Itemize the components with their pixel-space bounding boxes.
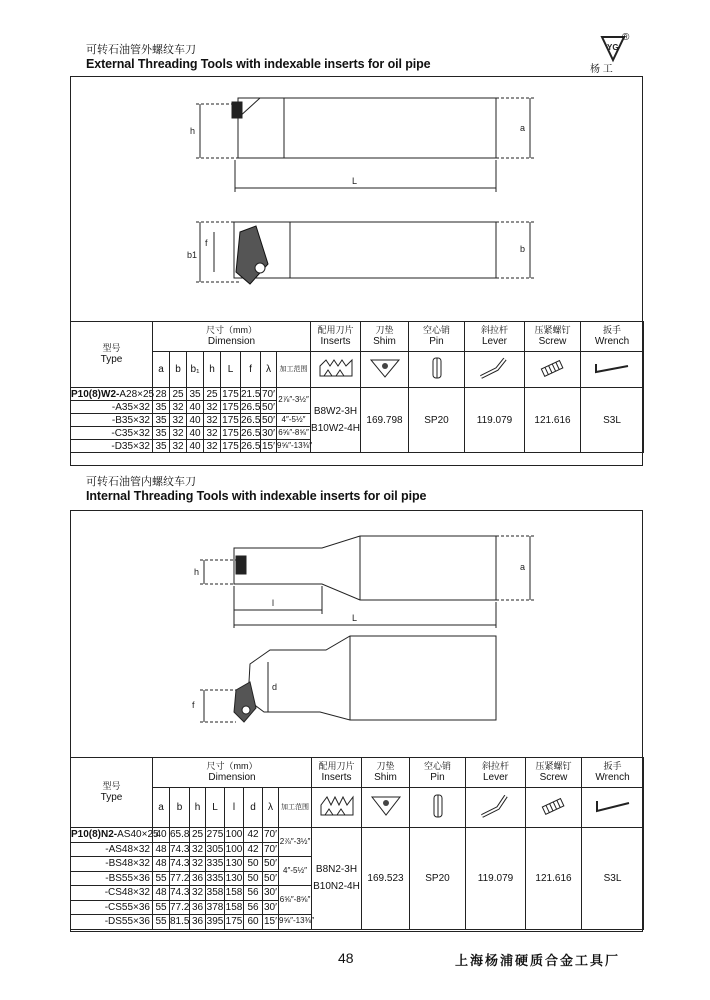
wrench-icon — [582, 788, 644, 828]
lever-icon — [466, 788, 526, 828]
col-L: L — [206, 788, 225, 828]
hdr-lever: 斜拉杆 Lever — [465, 322, 525, 352]
internal-title-en: Internal Threading Tools with indexable inserts for oil pipe — [86, 489, 427, 503]
hdr-screw: 压紧螺钉 Screw — [525, 322, 581, 352]
screw-icon — [526, 788, 582, 828]
lever-cell: 119.079 — [466, 828, 526, 930]
col-range: 加工范围 — [277, 352, 311, 388]
pin-cell: SP20 — [410, 828, 466, 930]
wrench-cell: S3L — [582, 828, 644, 930]
hdr-type: 型号 Type — [71, 758, 153, 828]
lever-cell: 119.079 — [465, 388, 525, 453]
dim-label-f: f — [192, 700, 195, 710]
table-row: -DS55×36 55 81.5 36 395 175 60 15′ 9⅝″-13⅜″ — [71, 915, 644, 930]
col-b1: b₁ — [187, 352, 204, 388]
hdr-dimension: 尺寸（mm） Dimension — [153, 322, 311, 352]
screw-cell: 121.616 — [526, 828, 582, 930]
external-title-en: External Threading Tools with indexable inserts for oil pipe — [86, 57, 431, 71]
col-lambda: λ — [263, 788, 279, 828]
col-b: b — [170, 788, 190, 828]
dim-label-a: a — [520, 562, 526, 572]
dim-label-f: f — [205, 238, 208, 248]
hdr-type: 型号 Type — [71, 322, 153, 388]
table-row: -AS48×32 48 74.3 32 305 100 42 70′ — [71, 842, 644, 857]
table-row: -BS48×32 48 74.3 32 335 130 50 50′ 4″-5½″ — [71, 857, 644, 872]
page-number: 48 — [338, 950, 354, 966]
col-a: a — [153, 352, 170, 388]
table-row: P10(8)N2-AS40×25 40 65.8 25 275 100 42 70′ 2⅞″-3½″ B8N2-3H B10N2-4H 169.523 SP20 119.079 121.616 S3L — [71, 828, 644, 843]
col-L: L — [221, 352, 241, 388]
table-row: -BS55×36 55 77.2 36 335 130 50 50′ — [71, 871, 644, 886]
hdr-pin: 空心销 Pin — [410, 758, 466, 788]
range-cell: 2⅞″-3½″ — [277, 388, 311, 414]
table-row: -CS55×36 55 77.2 36 378 158 56 30′ — [71, 900, 644, 915]
col-a: a — [153, 788, 170, 828]
col-l: l — [225, 788, 244, 828]
dim-label-l: l — [272, 598, 274, 608]
range-cell: 6⅝″-8⅝″ — [277, 427, 311, 440]
hdr-shim: 刀垫 Shim — [362, 758, 410, 788]
table-row: P10(8)W2-A28×25 28 25 35 25 175 21.5 70′ 2⅞″-3½″ B8W2-3H B10W2-4H 169.798 SP20 119.079 121.616 S3L — [71, 388, 644, 401]
hdr-dimension: 尺寸（mm） Dimension — [153, 758, 312, 788]
wrench-cell: S3L — [581, 388, 644, 453]
range-cell: 6⅝″-8⅝″ — [279, 886, 312, 915]
shim-icon — [362, 788, 410, 828]
internal-spec-table — [70, 757, 644, 930]
range-cell: 2⅞″-3½″ — [279, 828, 312, 857]
col-range: 加工范围 — [279, 788, 312, 828]
dim-label-h: h — [190, 126, 196, 136]
hdr-inserts: 配用刀片 Inserts — [311, 322, 361, 352]
dim-label-d: d — [272, 682, 278, 692]
shim-cell: 169.798 — [361, 388, 409, 453]
range-cell: 9⅝″-13⅜″ — [279, 915, 312, 930]
inserts-icon — [312, 788, 362, 828]
external-title-cn: 可转石油管外螺纹车刀 — [86, 44, 196, 56]
brand-name-cn: 杨 工 — [590, 64, 613, 75]
range-cell: 4″-5½″ — [279, 857, 312, 886]
hdr-wrench: 扳手 Wrench — [582, 758, 644, 788]
hdr-inserts: 配用刀片 Inserts — [312, 758, 362, 788]
dim-label-a: a — [520, 123, 526, 133]
table-row: -C35×32 35 32 40 32 175 26.5 30′ 6⅝″-8⅝″ — [71, 427, 644, 440]
dim-label-L: L — [352, 176, 358, 186]
logo-text: YG — [607, 43, 619, 52]
shim-cell: 169.523 — [362, 828, 410, 930]
dim-label-b1: b1 — [187, 250, 198, 260]
range-cell: 4″-5½″ — [277, 414, 311, 427]
dim-label-L: L — [352, 613, 358, 623]
screw-cell: 121.616 — [525, 388, 581, 453]
range-cell: 9⅝″-13⅜″ — [277, 440, 311, 453]
col-h: h — [204, 352, 221, 388]
col-d: d — [244, 788, 263, 828]
col-h: h — [190, 788, 206, 828]
col-lambda: λ — [261, 352, 277, 388]
table-row: -CS48×32 48 74.3 32 358 158 56 30′ 6⅝″-8⅝″ — [71, 886, 644, 901]
hdr-shim: 刀垫 Shim — [361, 322, 409, 352]
company-name-cn: 上海杨浦硬质合金工具厂 — [455, 954, 621, 969]
table-row: -A35×32 35 32 40 32 175 26.5 50′ — [71, 401, 644, 414]
inserts-cell: B8W2-3H B10W2-4H — [311, 388, 361, 453]
internal-title-cn: 可转石油管内螺纹车刀 — [86, 476, 196, 488]
col-b: b — [170, 352, 187, 388]
dim-label-b: b — [520, 244, 526, 254]
hdr-screw: 压紧螺钉 Screw — [526, 758, 582, 788]
table-row: -B35×32 35 32 40 32 175 26.5 50′ 4″-5½″ — [71, 414, 644, 427]
hdr-wrench: 扳手 Wrench — [581, 322, 644, 352]
inserts-cell: B8N2-3H B10N2-4H — [312, 828, 362, 930]
hdr-lever: 斜拉杆 Lever — [466, 758, 526, 788]
col-f: f — [241, 352, 261, 388]
dim-label-h: h — [194, 567, 200, 577]
pin-cell: SP20 — [409, 388, 465, 453]
registered-mark: ® — [622, 32, 630, 43]
table-row: -D35×32 35 32 40 32 175 26.5 15′ 9⅝″-13⅜″ — [71, 440, 644, 453]
hdr-pin: 空心销 Pin — [409, 322, 465, 352]
pin-icon — [410, 788, 466, 828]
